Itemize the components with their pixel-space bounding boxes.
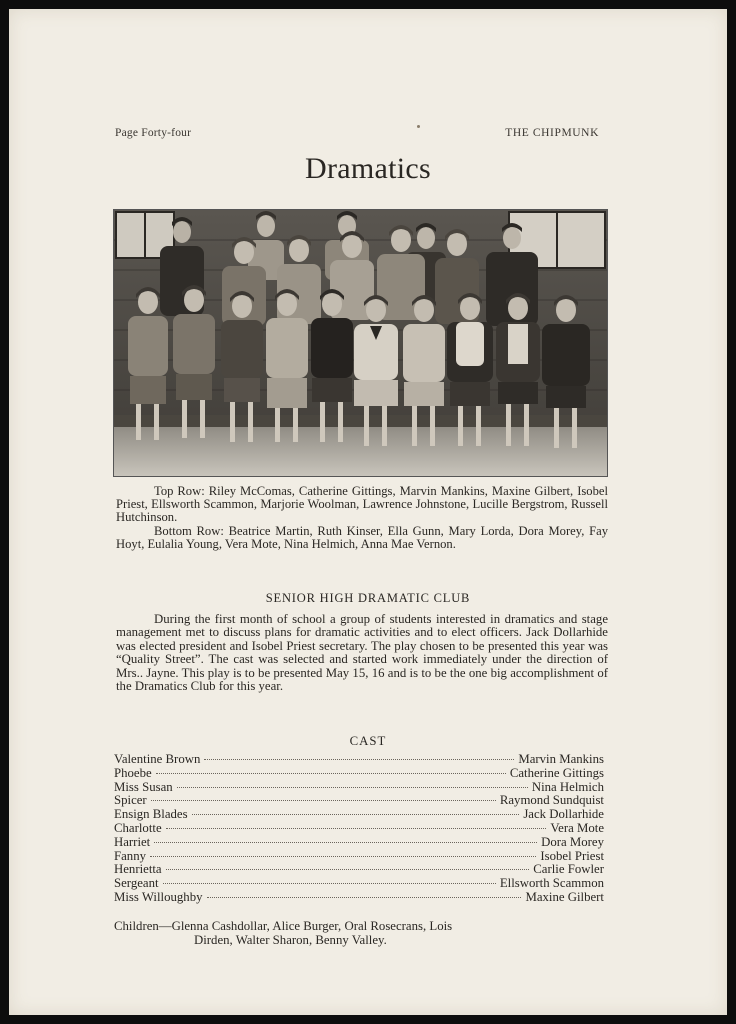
dot-leader bbox=[163, 883, 496, 884]
dot-leader bbox=[154, 842, 537, 843]
cast-role: Miss Willoughby bbox=[114, 889, 203, 904]
cast-row bbox=[114, 891, 604, 905]
cast-actor: Maxine Gilbert bbox=[525, 889, 604, 904]
cast-role: Fanny bbox=[114, 848, 146, 863]
children-line-1: Children—Glenna Cashdollar, Alice Burger, Oral Rosecrans, Lois bbox=[114, 919, 453, 933]
cast-role: Sergeant bbox=[114, 876, 159, 891]
cast-actor: Dora Morey bbox=[541, 834, 604, 849]
cast-role: Valentine Brown bbox=[114, 752, 201, 766]
cast-row bbox=[114, 794, 604, 808]
cast-row bbox=[114, 863, 604, 877]
cast-row bbox=[114, 877, 604, 891]
cast-role: Ensign Blades bbox=[114, 807, 188, 822]
cast-row bbox=[114, 836, 604, 850]
club-heading: SENIOR HIGH DRAMATIC CLUB bbox=[265, 591, 471, 605]
dot-leader bbox=[204, 759, 514, 760]
cast-row bbox=[114, 822, 604, 836]
children-line-2: Dirden, Walter Sharon, Benny Valley. bbox=[194, 932, 387, 947]
dot-leader bbox=[151, 800, 496, 801]
cast-heading: CAST bbox=[349, 734, 387, 748]
cast-actor: Ellsworth Scammon bbox=[499, 876, 604, 891]
cast-list bbox=[114, 753, 604, 905]
cast-actor: Carlie Fowler bbox=[533, 862, 604, 877]
cast-role: Phoebe bbox=[114, 765, 152, 780]
cast-row bbox=[114, 753, 604, 767]
caption-bottom-row: Bottom Row: Beatrice Martin, Ruth Kinser, Ella Gunn, Mary Lorda, Dora Morey, Fay Hoyt, Eulalia Young, Vera Mote, Nina Helmich, Anna Mae Vernon. bbox=[116, 523, 608, 551]
dot-leader bbox=[156, 773, 506, 774]
cast-actor: Vera Mote bbox=[550, 820, 604, 835]
photo-illustration bbox=[114, 210, 607, 476]
cast-row bbox=[114, 850, 604, 864]
dot-leader bbox=[166, 869, 530, 870]
cast-row bbox=[114, 767, 604, 781]
cast-role: Henrietta bbox=[114, 862, 162, 877]
page-title: Dramatics bbox=[305, 152, 431, 185]
cast-role: Spicer bbox=[114, 793, 147, 808]
cast-role: Charlotte bbox=[114, 820, 162, 835]
paper-speck bbox=[417, 125, 420, 128]
dot-leader bbox=[150, 856, 536, 857]
dot-leader bbox=[192, 814, 520, 815]
cast-role: Harriet bbox=[114, 834, 151, 849]
yearbook-page bbox=[9, 9, 727, 1015]
publication-name: THE CHIPMUNK bbox=[505, 127, 599, 139]
cast-actor: Isobel Priest bbox=[540, 848, 604, 863]
dot-leader bbox=[207, 897, 522, 898]
cast-actor: Marvin Mankins bbox=[518, 752, 604, 766]
cast-role: Miss Susan bbox=[114, 779, 173, 794]
cast-actor: Raymond Sundquist bbox=[499, 793, 604, 808]
cast-actor: Jack Dollarhide bbox=[523, 807, 604, 822]
club-paragraph: During the first month of school a group of students interested in dramatics and stage management met to discuss plans for dramatic activities and to elect officers. Jack Dollarhide was elected president and Isobel Priest secretary. The play chosen to be presented this year was “Quality Street”. The cast was selected and started work immediately under the direction of Mrs.. Jayne. This play is to be presented May 15, 16 and is to be the one big accomplishment of the Dramatics Club for this year. bbox=[116, 612, 608, 694]
cast-row bbox=[114, 781, 604, 795]
group-photograph bbox=[113, 209, 608, 477]
cast-actor: Catherine Gittings bbox=[509, 765, 604, 780]
cast-actor: Nina Helmich bbox=[531, 779, 604, 794]
dot-leader bbox=[166, 828, 547, 829]
photo-caption bbox=[116, 485, 608, 551]
cast-row bbox=[114, 808, 604, 822]
caption-top-row: Top Row: Riley McComas, Catherine Gittings, Marvin Mankins, Maxine Gilbert, Isobel Priest, Ellsworth Scammon, Marjorie Woolman, Lawrence Johnstone, Lucille Bergstrom, Russell Hutchinson. bbox=[116, 484, 608, 525]
dot-leader bbox=[177, 787, 528, 788]
page-number-label: Page Forty-four bbox=[115, 127, 192, 139]
children-cast bbox=[114, 920, 606, 947]
